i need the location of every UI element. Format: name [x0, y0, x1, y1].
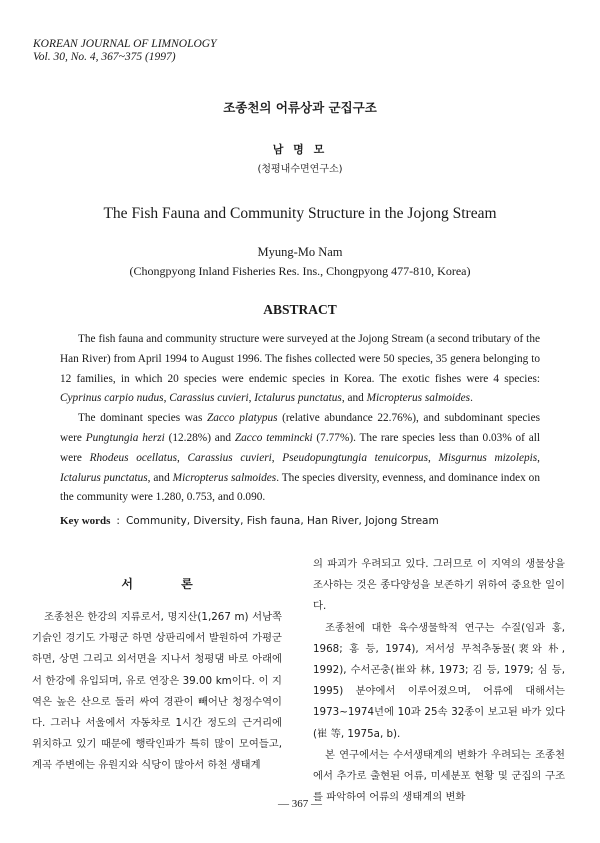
abstract-text: ,: [177, 451, 188, 464]
keywords-separator: :: [116, 515, 120, 527]
species-name: Carassius cuvieri: [187, 451, 272, 464]
abstract-paragraph-2: [60, 409, 540, 508]
right-column: [313, 554, 565, 808]
abstract-paragraph-1: [60, 330, 540, 409]
page-number: — 367 —: [278, 798, 322, 810]
abstract-text: (12.28%) and: [164, 431, 235, 444]
abstract-text: ,: [271, 451, 283, 464]
abstract-text: (7.77%). The rare species less than 0.03% of all were: [60, 431, 540, 464]
species-name: Micropterus salmoides: [172, 471, 277, 484]
abstract-text: ,: [163, 392, 170, 405]
left-column: [32, 575, 282, 777]
abstract-text: ,: [537, 451, 540, 464]
right-column-text: [313, 554, 565, 808]
abstract-body: [60, 330, 540, 508]
section-heading-introduction: 서 론: [121, 577, 215, 591]
abstract-text: , and: [341, 392, 367, 405]
abstract-text: ,: [248, 392, 255, 405]
english-affiliation: (Chongpyong Inland Fisheries Res. Ins., Chongpyong 477-810, Korea): [129, 264, 471, 278]
korean-title: 조종천의 어류상과 군집구조: [223, 100, 377, 115]
intro-paragraph-3: 본 연구에서는 수서생태계의 변화가 우려되는 조종천에서 추가로 출현된 어류, 미세분포 현황 및 군집의 구조를 파악하여 어류의 생태계의 변화: [313, 748, 565, 804]
keywords-line: [60, 515, 540, 527]
abstract-text: . The species diversity, evenness, and dominance index on the community were 1.280, 0.753, and 0.090.: [60, 471, 540, 504]
intro-paragraph-1: 조종천은 한강의 지류로서, 명지산(1,267 m) 서남쪽 기슭인 경기도 가평군 하면 상판리에서 발원하여 가평군 하면, 상면 그리고 외서면을 지나서 청평댐 바로 아래에서 한강에 유입되며, 유로 연장은 39.00 km이다. 이 지역은 높은 산으로 둘러 싸여 경관이 빼어난 청정수역이다. 그러나 서울에서 자동차로 1시간 정도의 근거리에 위치하고 있기 때문에 행락인파가 특히 많이 모여들고, 계곡 주변에는 유원지와 식당이 많아서 하천 생태계: [32, 611, 282, 772]
species-name: Zacco temmincki: [234, 431, 313, 444]
species-name: Micropterus salmoides: [366, 392, 471, 405]
abstract-text: (relative abundance 22.76%), and subdominant species were: [60, 412, 540, 444]
species-name: Zacco platypus: [206, 412, 278, 425]
english-title: The Fish Fauna and Community Structure in the Jojong Stream: [103, 205, 497, 222]
abstract-text: ,: [427, 451, 439, 464]
species-name: Cyprinus carpio nudus: [60, 392, 164, 405]
keywords-label: Key words: [60, 515, 111, 527]
species-name: Rhodeus ocellatus: [89, 451, 177, 464]
abstract-text: .: [470, 392, 473, 405]
abstract-text: The dominant species was: [78, 412, 207, 425]
abstract-text: , and: [147, 471, 173, 484]
journal-header: [33, 38, 216, 64]
species-name: Pseudopungtungia tenuicorpus: [282, 451, 428, 464]
species-name: Pungtungia herzi: [85, 431, 165, 444]
abstract-heading: ABSTRACT: [263, 302, 337, 317]
english-author: Myung-Mo Nam: [257, 245, 343, 259]
journal-volume: Vol. 30, No. 4, 367~375 (1997): [33, 51, 176, 63]
abstract-text: The fish fauna and community structure were surveyed at the Jojong Stream (a second tributary of the Han River) from April 1994 to August 1996. The fishes collected were 50 species, 35 genera belonging to 12 families, in which 20 species were endemic species in Korea. The exotic fishes were 4 species:: [60, 333, 540, 385]
intro-paragraph-2: 조종천에 대한 육수생물학적 연구는 수질(임과 홍, 1968; 홍 등, 1974), 저서성 무척추동물(裵와 朴, 1992), 수서곤충(崔와 林, 1973; 김 등, 1979; 심 등, 1995) 분야에서 이루어졌으며, 어류에 대해서는 1973~1974년에 10과 25속 32종이 보고된 바가 있다(崔 等, 1975a, b).: [313, 621, 565, 740]
species-name: Ictalurus punctatus: [60, 471, 148, 484]
korean-author: 남 명 모: [272, 143, 328, 156]
species-name: Ictalurus punctatus: [254, 392, 342, 405]
keywords-list: Community, Diversity, Fish fauna, Han River, Jojong Stream: [125, 515, 439, 527]
journal-name: KOREAN JOURNAL OF LIMNOLOGY: [33, 38, 217, 50]
korean-affiliation: (청평내수면연구소): [257, 164, 343, 175]
species-name: Misgurnus mizolepis: [438, 451, 538, 464]
left-column-text: [32, 607, 282, 777]
intro-paragraph-1-continued: 의 파괴가 우려되고 있다. 그러므로 이 지역의 생물상을 조사하는 것은 종다양성을 보존하기 위하여 중요한 일이다.: [313, 558, 565, 613]
species-name: Carassius cuvieri: [169, 392, 249, 405]
